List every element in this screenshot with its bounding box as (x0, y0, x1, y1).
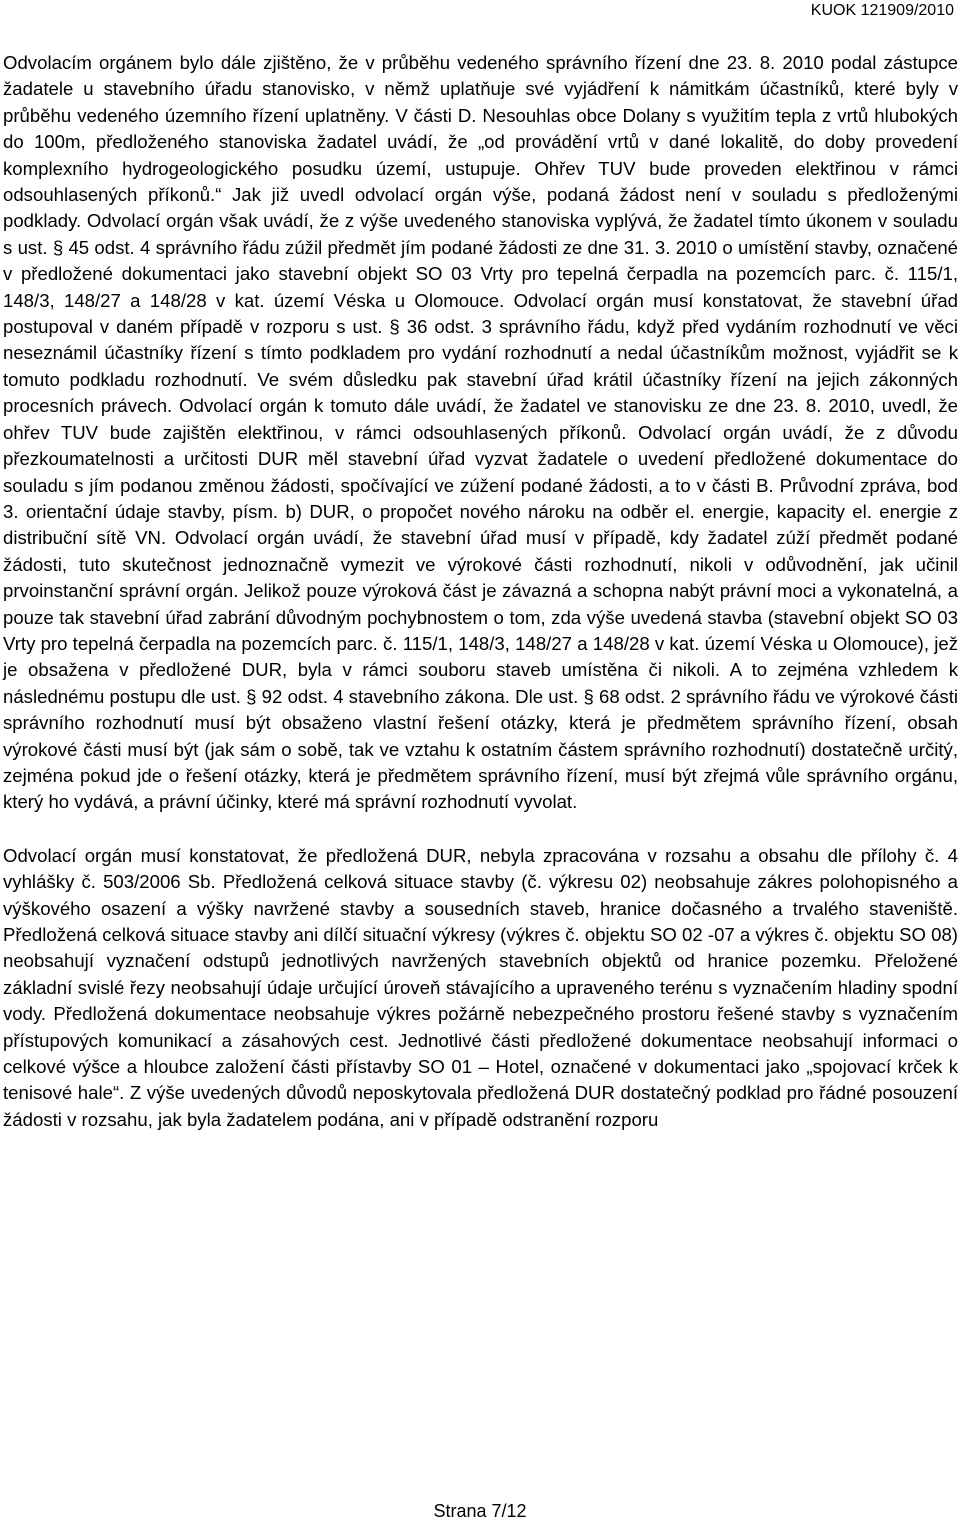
paragraph-appeal-findings: Odvolacím orgánem bylo dále zjištěno, že v průběhu vedeného správního řízení dne 23. 8. 2010 podal zástupce žadatele u stavebního úřadu stanovisko, v němž uplatňuje své vyjádření k námitkám účastníků, které byly v průběhu vedeného územního řízení uplatněny. V části D. Nesouhlas obce Dolany s využitím tepla z vrtů hlubokých do 100m, předloženého stanoviska žadatel uvádí, že „od provádění vrtů v dané lokalitě, do doby provedení komplexního hydrogeologického posudku území, ustupuje. Ohřev TUV bude proveden elektřinou v rámci odsouhlasených příkonů.“ Jak již uvedl odvolací orgán výše, podaná žádost není v souladu s předloženými podklady. Odvolací orgán však uvádí, že z výše uvedeného stanoviska vyplývá, že žadatel tímto úkonem v souladu s ust. § 45 odst. 4 správního řádu zúžil předmět jím podané žádosti ze dne 31. 3. 2010 o umístění stavby, označené v předložené dokumentaci jako stavební objekt SO 03 Vrty pro tepelná čerpadla na pozemcích parc. č. 115/1, 148/3, 148/27 a 148/28 v kat. území Véska u Olomouce. Odvolací orgán musí konstatovat, že stavební úřad postupoval v daném případě v rozporu s ust. § 36 odst. 3 správního řádu, když před vydáním rozhodnutí ve věci neseznámil účastníky řízení s tímto podkladem pro vydání rozhodnutí a nedal účastníkům možnost, vyjádřit se k tomuto podkladu rozhodnutí. Ve svém důsledku pak stavební úřad krátil účastníky řízení na jejich zákonných procesních právech. Odvolací orgán k tomuto dále uvádí, že žadatel ve stanovisku ze dne 23. 8. 2010, uvedl, že ohřev TUV bude zajištěn elektřinou, v rámci odsouhlasených příkonů. Odvolací orgán uvádí, že z důvodu přezkoumatelnosti a určitosti DUR měl stavební úřad vyzvat žadatele o uvedení předložené dokumentace do souladu s jím podanou změnou žádosti, spočívající ve zúžení podané žádosti, a to v části B. Průvodní zpráva, bod 3. orientační údaje stavby, písm. b) DUR, o propočet nového nároku na odběr el. energie, kapacity el. energie z distribuční sítě VN. Odvolací orgán uvádí, že stavební úřad musí v případě, kdy žadatel zúží předmět podané žádosti, tuto skutečnost jednoznačně vymezit ve výrokové části rozhodnutí, nikoli v odůvodnění, jak učinil prvoinstanční správní orgán. Jelikož pouze výroková část je závazná a schopna nabýt právní moci a vykonatelná, a pouze tak stavební úřad zabrání důvodným pochybnostem o tom, zda výše uvedená stavba (stavební objekt SO 03 Vrty pro tepelná čerpadla na pozemcích parc. č. 115/1, 148/3, 148/27 a 148/28 v kat. území Véska u Olomouce), jež je obsažena v předložené DUR, byla v rámci souboru staveb umístěna či nikoli. A to zejména vzhledem k následnému postupu dle ust. § 92 odst. 4 stavebního zákona. Dle ust. § 68 odst. 2 správního řádu ve výrokové části správního rozhodnutí musí být obsaženo vlastní řešení otázky, která je předmětem správního řízení, obsah výrokové části musí být (jak sám o sobě, tak ve vztahu k ostatním částem správního rozhodnutí) dostatečně určitý, zejména pokud jde o řešení otázky, která je předmětem správního řízení, musí být zřejmá vůle správního orgánu, který ho vydává, a právní účinky, které má správní rozhodnutí vyvolat. (3, 52, 958, 813)
page-number: Strana 7/12 (433, 1501, 527, 1521)
paragraph-dur-deficiencies: Odvolací orgán musí konstatovat, že předložená DUR, nebyla zpracována v rozsahu a obsahu dle přílohy č. 4 vyhlášky č. 503/2006 Sb. Předložená celková situace stavby (č. výkresu 02) neobsahuje zákres polohopisného a výškového osazení a výšky navržené stavby a sousedních staveb, hranice dočasného a trvalého staveniště. Předložená celková situace stavby ani dílčí situační výkresy (výkres č. objektu SO 02 -07 a výkres č. objektu SO 08) neobsahují vyznačení odstupů jednotlivých navržených stavebních objektů od hranice pozemku. Přeložené základní svislé řezy neobsahují údaje určující úroveň stávajícího a upraveného terénu s vyznačením hladiny spodní vody. Předložená dokumentace neobsahuje výkres požárně nebezpečného prostoru řešené stavby s vyznačením přístupových komunikací a zásahových cest. Jednotlivé části předložené dokumentace neobsahují informaci o celkové výšce a hloubce založení části přístavby SO 01 – Hotel, označené v dokumentaci jako „spojovací krček k tenisové hale“. Z výše uvedených důvodů neposkytovala předložená DUR dostatečný podklad pro řádné posouzení žádosti v rozsahu, jak byla žadatelem podána, ani v případě odstranění rozporu (3, 844, 958, 1130)
document-body (3, 50, 958, 1133)
document-reference-number: KUOK 121909/2010 (810, 2, 954, 19)
